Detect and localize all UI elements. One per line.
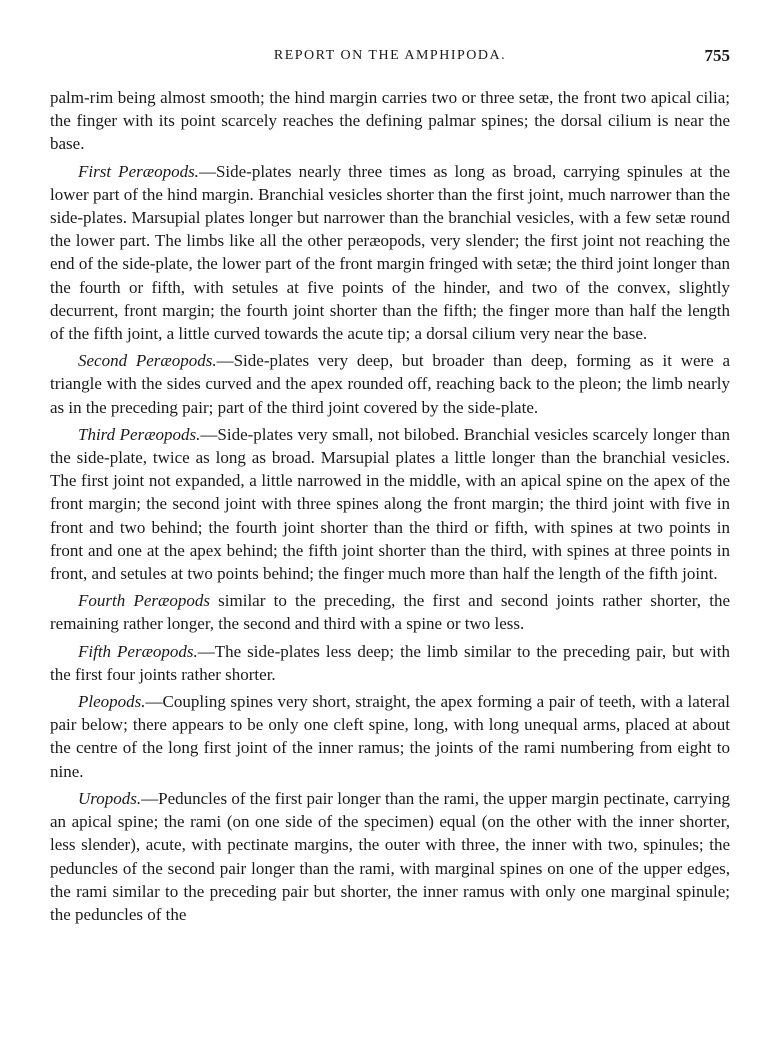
paragraph-text: palm-rim being almost smooth; the hind margin carries two or three setæ, the front two apical cilia; the finger with its point scarcely reaches the defining palmar spines; the dorsal cilium is near the base.: [50, 88, 730, 154]
paragraph-second-peraeopods: [50, 349, 730, 419]
paragraph-text: —Peduncles of the first pair longer than the rami, the upper margin pectinate, carrying an apical spine; the rami (on one side of the specimen) equal (on the other with the inner shorter, less slender), acute, with pectinate margins, the outer with three, the inner with two, spinules; the peduncles of the second pair longer than the rami, with marginal spines on one of the upper edges, the rami similar to the preceding pair but shorter, the inner ramus with only one marginal spinule; the peduncles of the: [50, 788, 730, 924]
paragraph-heading: First Peræopods.: [78, 161, 199, 181]
paragraph-text: similar to the preceding, the first and second joints rather shorter, the remaining rather longer, the second and third with a spine or two less.: [50, 591, 730, 634]
body-text: [50, 86, 730, 930]
paragraph-pleopods: [50, 690, 730, 783]
paragraph-third-peraeopods: [50, 423, 730, 585]
paragraph-fourth-peraeopods: [50, 589, 730, 635]
paragraph-first-peraeopods: [50, 160, 730, 346]
paragraph-fifth-peraeopods: [50, 640, 730, 686]
paragraph-continuation: [50, 86, 730, 156]
paragraph-heading: Fourth Peræopods: [78, 591, 210, 611]
paragraph-text: —Side-plates nearly three times as long as broad, carrying spinules at the lower part of the hind margin. Branchial vesicles shorter than the first joint, much narrower than the side-plates. Marsupial plates longer but narrower than the branchial vesicles, with a few setæ round the lower part. The limbs like all the other peræopods, very slender; the first joint not reaching the end of the side-plate, the lower part of the front margin fringed with setæ; the third joint longer than the fourth or fifth, with setules at five points of the hinder, and two of the convex, slightly decurrent, front margin; the fourth joint shorter than the fifth; the finger more than half the length of the fifth joint, a little curved towards the acute tip; a dorsal cilium very near the base.: [50, 161, 731, 344]
paragraph-uropods: [50, 787, 730, 926]
paragraph-text: —Side-plates very small, not bilobed. Branchial vesicles scarcely longer than the side-plate, twice as long as broad. Marsupial plates a little longer than the branchial vesicles. The first joint not expanded, a little narrowed in the middle, with an apical spine on the apex of the front margin; the second joint with three spines along the front margin; the third joint with five in front and two behind; the fourth joint shorter than the third or fifth, with spines at two points in front and one at the apex behind; the fifth joint shorter than the third, with spines at three points in front, and setules at two points behind; the finger much more than half the length of the fifth joint.: [50, 424, 730, 584]
paragraph-heading: Third Peræopods.: [78, 424, 201, 444]
page-header: [50, 48, 730, 70]
paragraph-heading: Uropods.: [78, 788, 142, 808]
paragraph-heading: Pleopods.: [78, 692, 146, 712]
paragraph-text: —Side-plates very deep, but broader than deep, forming as it were a triangle with the sides curved and the apex rounded off, reaching back to the pleon; the limb nearly as in the preceding pair; part of the third joint covered by the side-plate.: [50, 351, 731, 417]
running-title: REPORT ON THE AMPHIPODA.: [273, 48, 507, 63]
paragraph-heading: Fifth Peræopods.: [78, 641, 198, 661]
paragraph-text: —The side-plates less deep; the limb similar to the preceding pair, but with the first four joints rather shorter.: [50, 641, 730, 684]
paragraph-heading: Second Peræopods.: [78, 351, 217, 371]
page-number: 755: [704, 46, 730, 65]
paragraph-text: —Coupling spines very short, straight, the apex forming a pair of teeth, with a lateral pair below; there appears to be only one cleft spine, long, with long unequal arms, placed at about the centre of the long first joint of the inner ramus; the joints of the rami numbering from eight to nine.: [50, 692, 730, 781]
